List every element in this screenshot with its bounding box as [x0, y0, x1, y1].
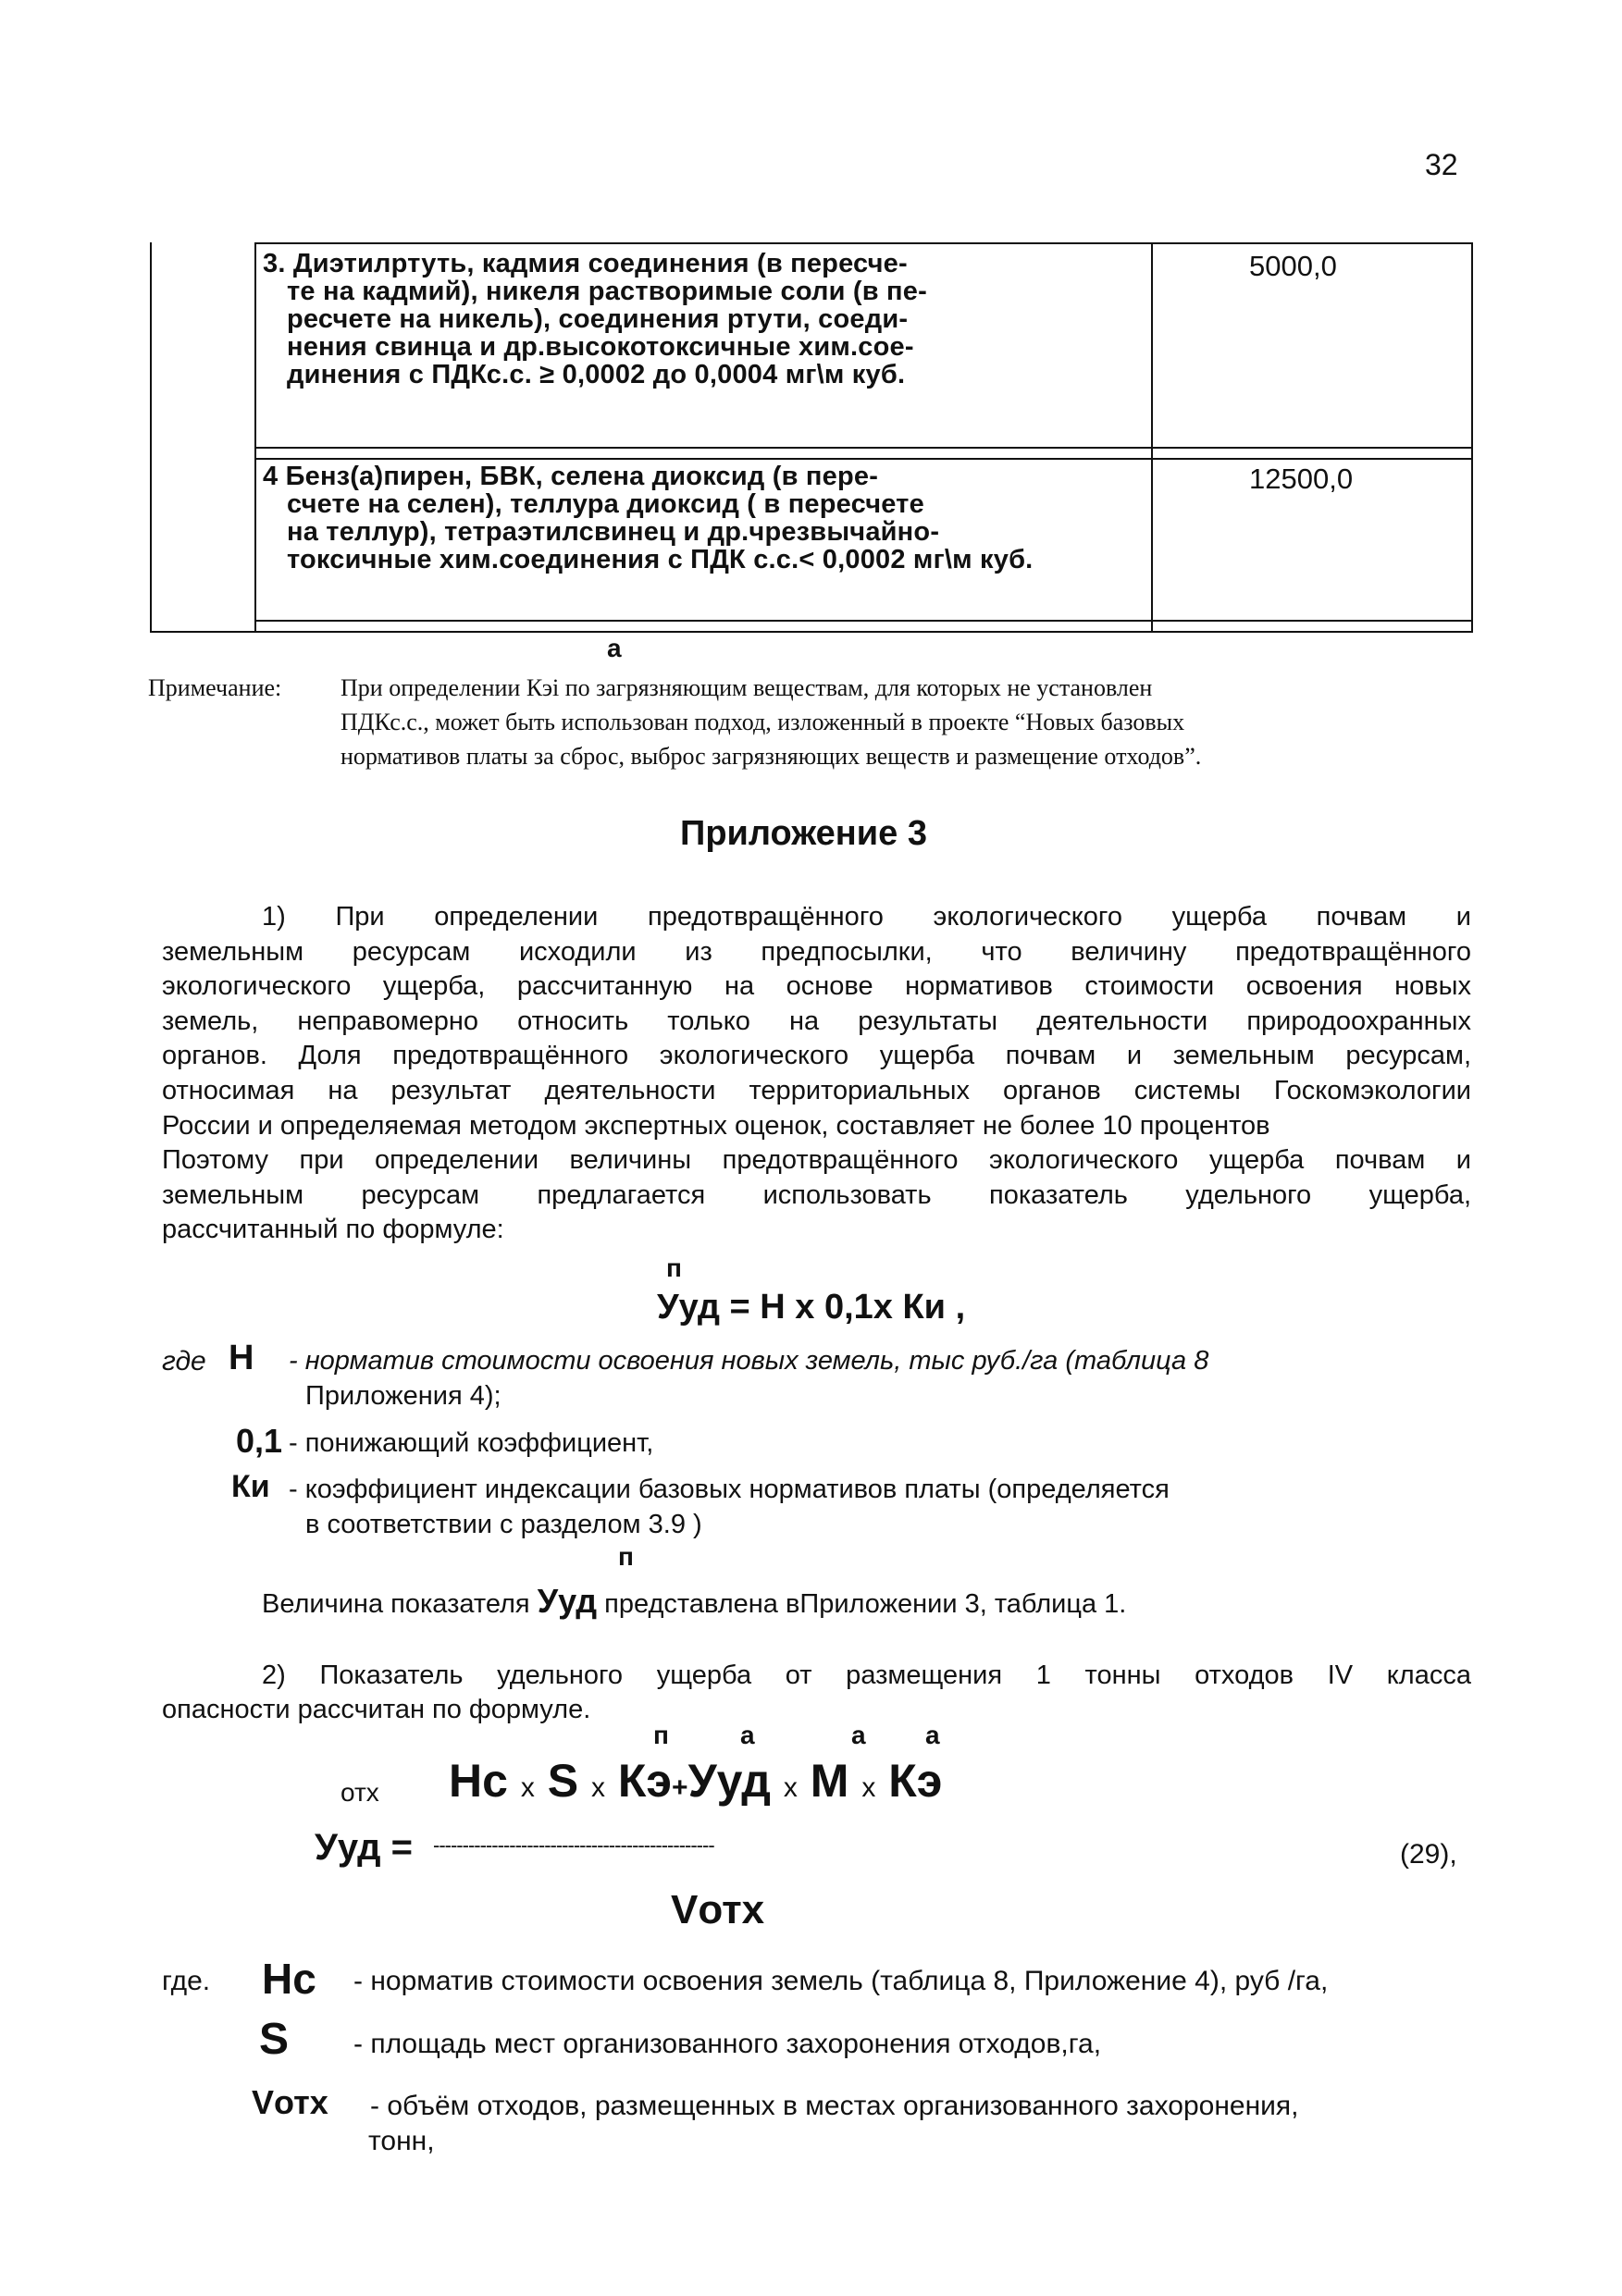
table-row-1-line: динения с ПДКс.с. ≥ 0,0002 до 0,0004 мг\м куб.	[287, 360, 906, 389]
formula-2-superscript: а	[925, 1721, 940, 1749]
where-1-desc-H-cont: Приложения 4);	[305, 1381, 501, 1411]
where-1-desc-H: - норматив стоимости освоения новых земель, тыс руб./га (таблица 8	[289, 1346, 1209, 1376]
table-row-2-line: токсичные хим.соединения с ПДК с.с.< 0,0002 мг\м куб.	[287, 545, 1034, 574]
where-2-desc-Hs: - норматив стоимости освоения земель (таблица 8, Приложение 4), руб /га,	[353, 1966, 1329, 1996]
table-row-divider-1	[254, 447, 1473, 449]
formula-2-denominator: Vотх	[671, 1887, 765, 1932]
formula-term: М	[810, 1755, 849, 1807]
note-line: При определении Кэi по загрязняющим веществам, для которых не установлен	[340, 674, 1153, 701]
where-1-symbol-Ki: Ки	[231, 1469, 270, 1504]
paragraph-line: экологического ущерба, рассчитанную на основе нормативов стоимости освоения новых	[162, 971, 1471, 1002]
table-row-2-value: 12500,0	[1249, 463, 1354, 495]
table-border-right	[1471, 242, 1473, 633]
where-1-desc-01: - понижающий коэффициент,	[289, 1428, 654, 1458]
appendix-title: Приложение 3	[680, 814, 927, 853]
paragraph-line: опасности рассчитан по формуле.	[162, 1695, 591, 1724]
where-2-symbol-Hs: Нс	[262, 1955, 316, 2003]
table-border-inner-left	[254, 242, 256, 633]
table-row-1-line: 3. Диэтилртуть, кадмия соединения (в пересче-	[263, 249, 908, 278]
where-2-desc-Votx: - объём отходов, размещенных в местах организованного захоронения,	[370, 2091, 1299, 2121]
paragraph-line: земель, неправомерно относить только на результаты деятельности природоохранных	[162, 1006, 1471, 1036]
where-2-desc-Votx-cont: тонн,	[368, 2126, 435, 2156]
paragraph-line: земельным ресурсам предлагается использовать показатель удельного ущерба,	[162, 1179, 1471, 1210]
formula-operator: х	[520, 1772, 535, 1803]
formula-term: S	[547, 1755, 579, 1807]
paragraph-line: 1) При определении предотвращённого экологического ущерба почвам и	[262, 902, 1471, 932]
table-row-1-line: нения свинца и др.высокотоксичные хим.сое-	[287, 332, 914, 362]
paragraph-line: рассчитанный по формуле:	[162, 1215, 504, 1245]
where-2-desc-S: - площадь мест организованного захоронения отходов,га,	[353, 2029, 1102, 2059]
table-border-middle	[1151, 242, 1153, 633]
formula-2-superscript: п	[653, 1721, 669, 1749]
note-text	[340, 671, 1488, 773]
formula-2-superscript: а	[740, 1721, 755, 1749]
note-line: нормативов платы за сброс, выброс загрязняющих веществ и размещение отходов”.	[340, 743, 1202, 770]
table-row-2-line: 4 Бенз(а)пирен, БВК, селена диоксид (в пере-	[263, 462, 879, 491]
appendix-paragraph-2	[162, 1659, 1471, 1727]
formula-term: Кэ	[888, 1755, 943, 1807]
where-2-symbol-Votx: Vотх	[252, 2083, 328, 2121]
table-row-divider-2	[254, 458, 1473, 460]
formula-2-superscript: а	[851, 1721, 866, 1749]
formula-1-superscript: п	[666, 1253, 682, 1282]
formula-2-numerator	[449, 1754, 942, 1808]
table-border-left	[150, 242, 152, 633]
where-2-symbol-S: S	[259, 2015, 290, 2064]
where-2-label: где.	[162, 1966, 211, 1996]
where-1-label: где	[162, 1346, 206, 1376]
table-row-2-line: счете на селен), теллура диоксид ( в пересчете	[287, 489, 924, 519]
paragraph-line: органов. Доля предотвращённого экологического ущерба почвам и земельным ресурсам,	[162, 1041, 1471, 1071]
uud-suffix: представлена вПриложении 3, таблица 1.	[604, 1589, 1127, 1619]
paragraph-line: земельным ресурсам исходили из предпосылки, что величину предотвращённого	[162, 936, 1471, 967]
where-1-symbol-H: Н	[229, 1339, 254, 1377]
formula-2-fraction-bar: ------------------------------------------------	[433, 1833, 714, 1857]
where-1-desc-Ki: - коэффициент индексации базовых нормативов платы (определяется	[289, 1475, 1170, 1504]
table-row-1-value: 5000,0	[1249, 250, 1337, 282]
table-border-bottom	[150, 631, 1473, 633]
table-row-2-line: на теллур), тетраэтилсвинец и др.чрезвычайно-	[287, 517, 940, 547]
note-superscript: а	[607, 634, 622, 662]
formula-operator: х	[861, 1772, 876, 1803]
table-row-divider-3	[254, 620, 1473, 622]
note-line: ПДКс.с., может быть использован подход, изложенный в проекте “Новых базовых	[340, 709, 1185, 735]
formula-2-sub-otx: отх	[340, 1778, 379, 1807]
where-1-desc-Ki-cont: в соответствии с разделом 3.9 )	[305, 1510, 702, 1539]
paragraph-line: Поэтому при определении величины предотвращённого экологического ущерба почвам и	[162, 1145, 1471, 1176]
table-row-2-text	[263, 463, 1033, 574]
formula-term: Кэ	[617, 1755, 673, 1807]
table-row-1-line: те на кадмий), никеля растворимые соли (в пе-	[287, 277, 927, 306]
table-row-1-line: ресчете на никель), соединения ртути, соеди-	[287, 304, 909, 334]
page-number: 32	[1425, 148, 1458, 181]
table-row-1-text	[263, 250, 927, 389]
formula-term: Ууд	[687, 1755, 771, 1807]
note-label: Примечание:	[148, 674, 282, 701]
uud-superscript: п	[618, 1542, 634, 1571]
where-1-symbol-01: 0,1	[236, 1422, 283, 1460]
formula-operator: х	[591, 1772, 605, 1803]
formula-term: Нс	[449, 1755, 508, 1807]
formula-2-lhs: Ууд =	[315, 1827, 413, 1868]
formula-operator: х	[783, 1772, 798, 1803]
formula-2-number: (29),	[1400, 1839, 1457, 1870]
formula-1: Ууд = Н х 0,1х Ки ,	[657, 1288, 966, 1327]
table-border-top	[254, 242, 1473, 244]
formula-operator: +	[672, 1772, 688, 1803]
appendix-paragraph-1	[162, 900, 1471, 1248]
paragraph-line: относимая на результат деятельности территориальных органов системы Госкомэкологии	[162, 1075, 1471, 1105]
paragraph-line: России и определяемая методом экспертных оценок, составляет не более 10 процентов	[162, 1110, 1270, 1141]
uud-prefix: Величина показателя	[262, 1589, 530, 1619]
uud-symbol: Ууд	[537, 1582, 598, 1620]
uud-line	[262, 1582, 1126, 1621]
paragraph-line: 2) Показатель удельного ущерба от размещения 1 тонны отходов IV класса	[262, 1660, 1471, 1690]
